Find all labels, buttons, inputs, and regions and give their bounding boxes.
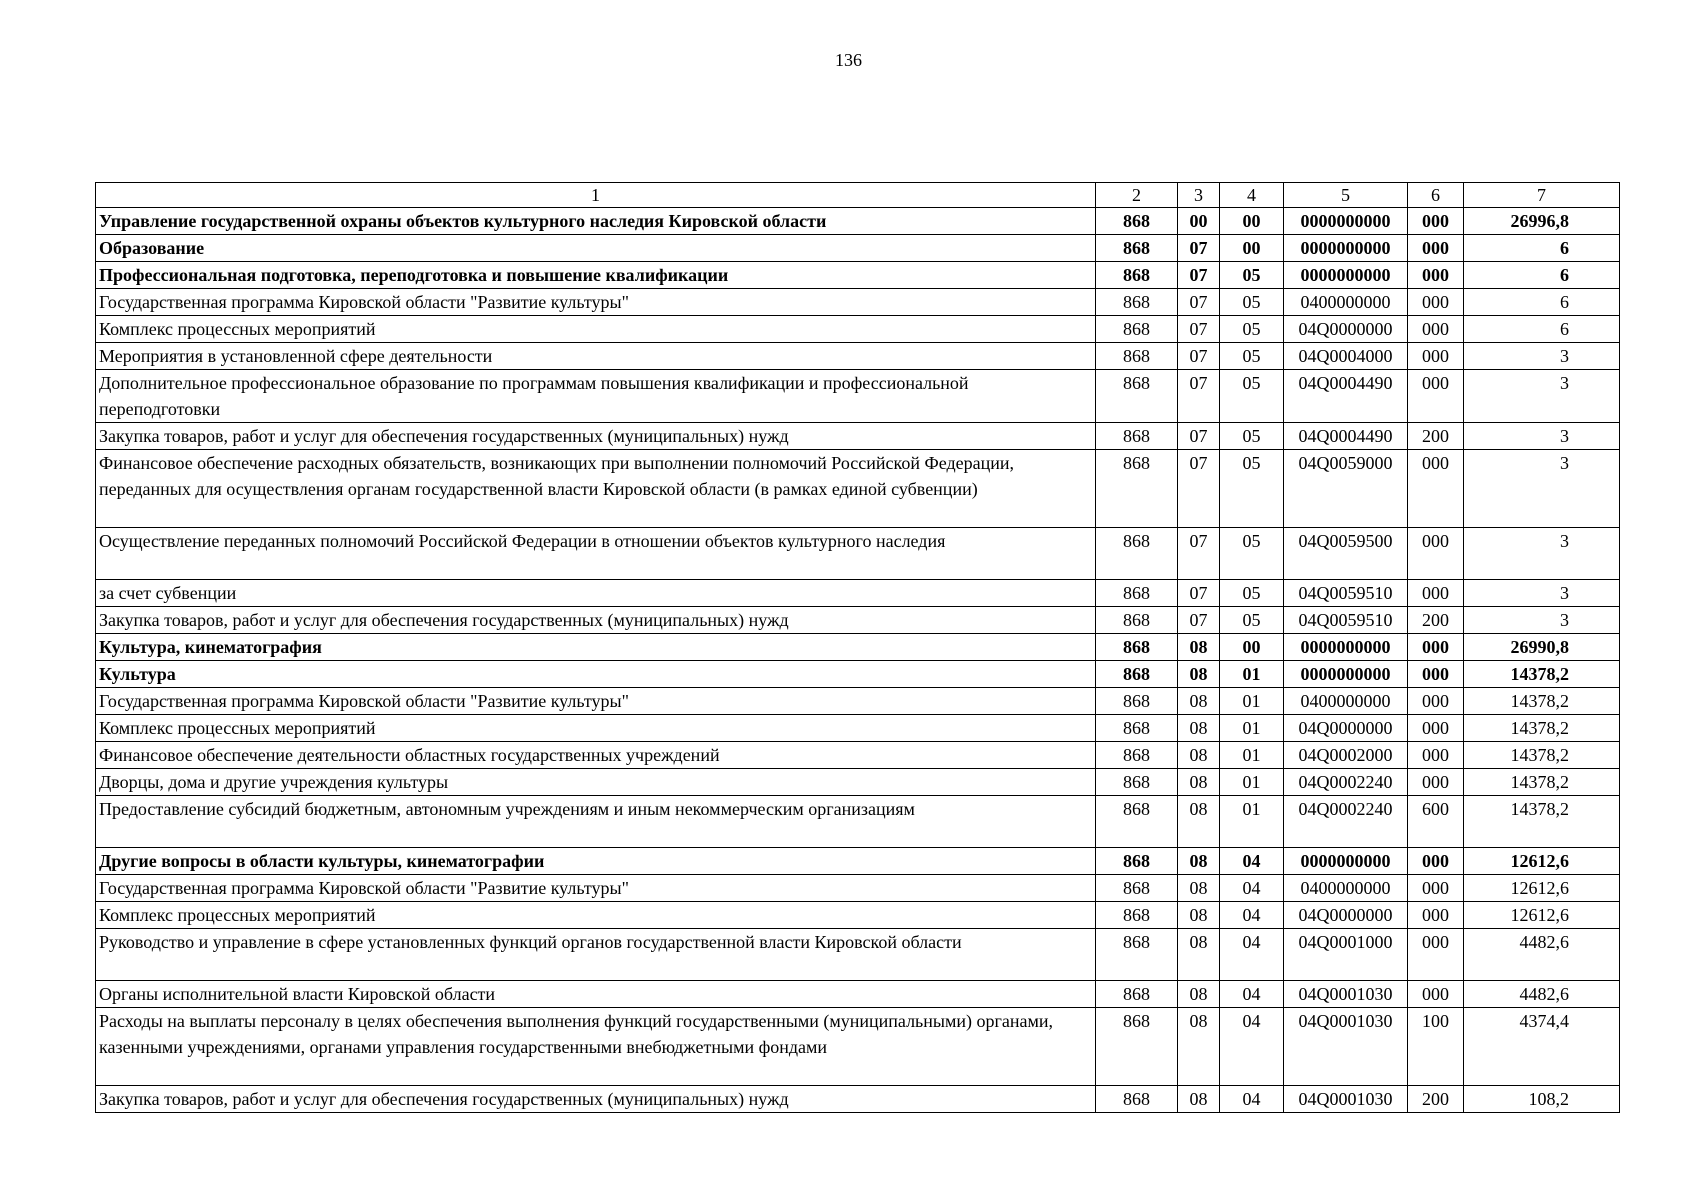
row-target-article-cell: 04Q0004490 <box>1284 370 1408 423</box>
row-section-cell: 08 <box>1178 875 1220 902</box>
row-expense-type-cell: 000 <box>1408 580 1464 607</box>
row-name-cell: Финансовое обеспечение расходных обязательств, возникающих при выполнении полномочий Российской Федерации, переданных для осуществления органам государственной власти Кировской области (в рамках единой субвенции) <box>96 450 1096 528</box>
table-row <box>96 528 1620 580</box>
table-row <box>96 796 1620 848</box>
row-name-cell: Культура, кинематография <box>96 634 1096 661</box>
row-expense-type-cell: 000 <box>1408 634 1464 661</box>
row-amount-cell: 3 <box>1464 343 1620 370</box>
row-target-article-cell: 0000000000 <box>1284 262 1408 289</box>
row-expense-type-cell: 000 <box>1408 316 1464 343</box>
row-name-cell: Осуществление переданных полномочий Российской Федерации в отношении объектов культурного наследия <box>96 528 1096 580</box>
row-section-cell: 08 <box>1178 1008 1220 1086</box>
row-name-cell: Дополнительное профессиональное образование по программам повышения квалификации и профессиональной переподготовки <box>96 370 1096 423</box>
row-target-article-cell: 04Q0002240 <box>1284 796 1408 848</box>
row-code-cell: 868 <box>1096 929 1178 981</box>
row-code-cell: 868 <box>1096 262 1178 289</box>
row-amount-cell: 14378,2 <box>1464 769 1620 796</box>
row-code-cell: 868 <box>1096 289 1178 316</box>
row-target-article-cell: 04Q0001000 <box>1284 929 1408 981</box>
row-amount-cell: 14378,2 <box>1464 796 1620 848</box>
row-code-cell: 868 <box>1096 661 1178 688</box>
row-subsection-cell: 05 <box>1220 316 1284 343</box>
row-expense-type-cell: 000 <box>1408 661 1464 688</box>
row-name-cell: Образование <box>96 235 1096 262</box>
column-header-4: 4 <box>1220 183 1284 208</box>
table-row <box>96 875 1620 902</box>
budget-table <box>95 182 1620 1113</box>
row-target-article-cell: 04Q0001030 <box>1284 1008 1408 1086</box>
row-expense-type-cell: 200 <box>1408 423 1464 450</box>
row-amount-cell: 12612,6 <box>1464 875 1620 902</box>
row-expense-type-cell: 000 <box>1408 450 1464 528</box>
row-target-article-cell: 04Q0001030 <box>1284 981 1408 1008</box>
row-name-cell: Закупка товаров, работ и услуг для обеспечения государственных (муниципальных) нужд <box>96 607 1096 634</box>
row-code-cell: 868 <box>1096 450 1178 528</box>
table-row <box>96 370 1620 423</box>
row-code-cell: 868 <box>1096 848 1178 875</box>
row-subsection-cell: 05 <box>1220 580 1284 607</box>
table-row <box>96 981 1620 1008</box>
row-code-cell: 868 <box>1096 607 1178 634</box>
table-row <box>96 607 1620 634</box>
column-header-7: 7 <box>1464 183 1620 208</box>
row-code-cell: 868 <box>1096 769 1178 796</box>
table-row <box>96 208 1620 235</box>
table-row <box>96 929 1620 981</box>
row-name-cell: Комплекс процессных мероприятий <box>96 316 1096 343</box>
row-amount-cell: 6 <box>1464 235 1620 262</box>
column-header-1: 1 <box>96 183 1096 208</box>
row-section-cell: 08 <box>1178 742 1220 769</box>
table-row <box>96 423 1620 450</box>
row-code-cell: 868 <box>1096 796 1178 848</box>
row-amount-cell: 3 <box>1464 607 1620 634</box>
row-name-cell: Государственная программа Кировской области "Развитие культуры" <box>96 289 1096 316</box>
row-subsection-cell: 04 <box>1220 1086 1284 1113</box>
row-expense-type-cell: 000 <box>1408 769 1464 796</box>
row-section-cell: 07 <box>1178 607 1220 634</box>
row-name-cell: Предоставление субсидий бюджетным, автономным учреждениям и иным некоммерческим организациям <box>96 796 1096 848</box>
table-row <box>96 289 1620 316</box>
row-subsection-cell: 04 <box>1220 848 1284 875</box>
row-target-article-cell: 0000000000 <box>1284 634 1408 661</box>
row-amount-cell: 3 <box>1464 370 1620 423</box>
row-subsection-cell: 05 <box>1220 289 1284 316</box>
row-expense-type-cell: 000 <box>1408 262 1464 289</box>
row-expense-type-cell: 000 <box>1408 981 1464 1008</box>
row-target-article-cell: 04Q0059000 <box>1284 450 1408 528</box>
row-subsection-cell: 01 <box>1220 769 1284 796</box>
row-section-cell: 07 <box>1178 580 1220 607</box>
row-section-cell: 08 <box>1178 981 1220 1008</box>
row-amount-cell: 3 <box>1464 450 1620 528</box>
row-subsection-cell: 05 <box>1220 370 1284 423</box>
table-row <box>96 742 1620 769</box>
row-section-cell: 07 <box>1178 450 1220 528</box>
row-amount-cell: 4482,6 <box>1464 981 1620 1008</box>
column-header-6: 6 <box>1408 183 1464 208</box>
row-amount-cell: 14378,2 <box>1464 742 1620 769</box>
row-expense-type-cell: 600 <box>1408 796 1464 848</box>
row-expense-type-cell: 000 <box>1408 688 1464 715</box>
row-section-cell: 07 <box>1178 370 1220 423</box>
row-target-article-cell: 0000000000 <box>1284 235 1408 262</box>
row-subsection-cell: 04 <box>1220 875 1284 902</box>
row-target-article-cell: 04Q0002000 <box>1284 742 1408 769</box>
row-amount-cell: 14378,2 <box>1464 715 1620 742</box>
row-name-cell: Мероприятия в установленной сфере деятельности <box>96 343 1096 370</box>
row-expense-type-cell: 200 <box>1408 1086 1464 1113</box>
row-target-article-cell: 04Q0004000 <box>1284 343 1408 370</box>
column-header-3: 3 <box>1178 183 1220 208</box>
row-target-article-cell: 04Q0000000 <box>1284 316 1408 343</box>
row-expense-type-cell: 000 <box>1408 235 1464 262</box>
table-body <box>96 208 1620 1113</box>
table-row <box>96 316 1620 343</box>
row-name-cell: Профессиональная подготовка, переподготовка и повышение квалификации <box>96 262 1096 289</box>
row-code-cell: 868 <box>1096 208 1178 235</box>
row-expense-type-cell: 000 <box>1408 929 1464 981</box>
row-code-cell: 868 <box>1096 902 1178 929</box>
table-row <box>96 1086 1620 1113</box>
row-code-cell: 868 <box>1096 235 1178 262</box>
row-subsection-cell: 04 <box>1220 902 1284 929</box>
row-amount-cell: 14378,2 <box>1464 688 1620 715</box>
row-subsection-cell: 04 <box>1220 929 1284 981</box>
row-target-article-cell: 04Q0000000 <box>1284 715 1408 742</box>
table-row <box>96 580 1620 607</box>
column-header-2: 2 <box>1096 183 1178 208</box>
row-section-cell: 07 <box>1178 262 1220 289</box>
row-section-cell: 08 <box>1178 769 1220 796</box>
row-expense-type-cell: 000 <box>1408 848 1464 875</box>
table-row <box>96 1008 1620 1086</box>
row-subsection-cell: 00 <box>1220 235 1284 262</box>
table-row <box>96 848 1620 875</box>
row-expense-type-cell: 000 <box>1408 289 1464 316</box>
row-subsection-cell: 05 <box>1220 528 1284 580</box>
row-amount-cell: 4482,6 <box>1464 929 1620 981</box>
row-name-cell: Дворцы, дома и другие учреждения культуры <box>96 769 1096 796</box>
row-target-article-cell: 04Q0059500 <box>1284 528 1408 580</box>
row-name-cell: Органы исполнительной власти Кировской области <box>96 981 1096 1008</box>
row-target-article-cell: 04Q0059510 <box>1284 607 1408 634</box>
row-code-cell: 868 <box>1096 742 1178 769</box>
table-header-row <box>96 183 1620 208</box>
row-section-cell: 07 <box>1178 316 1220 343</box>
row-target-article-cell: 04Q0000000 <box>1284 902 1408 929</box>
row-target-article-cell: 0400000000 <box>1284 688 1408 715</box>
row-expense-type-cell: 000 <box>1408 370 1464 423</box>
row-expense-type-cell: 000 <box>1408 875 1464 902</box>
table-row <box>96 343 1620 370</box>
table-row <box>96 715 1620 742</box>
row-name-cell: Культура <box>96 661 1096 688</box>
row-amount-cell: 6 <box>1464 262 1620 289</box>
row-target-article-cell: 0000000000 <box>1284 661 1408 688</box>
row-subsection-cell: 00 <box>1220 208 1284 235</box>
row-subsection-cell: 05 <box>1220 423 1284 450</box>
row-code-cell: 868 <box>1096 1086 1178 1113</box>
row-amount-cell: 6 <box>1464 316 1620 343</box>
row-code-cell: 868 <box>1096 370 1178 423</box>
row-name-cell: Государственная программа Кировской области "Развитие культуры" <box>96 688 1096 715</box>
row-expense-type-cell: 100 <box>1408 1008 1464 1086</box>
row-section-cell: 08 <box>1178 715 1220 742</box>
row-section-cell: 08 <box>1178 1086 1220 1113</box>
row-target-article-cell: 0000000000 <box>1284 848 1408 875</box>
row-name-cell: Руководство и управление в сфере установленных функций органов государственной власти Кировской области <box>96 929 1096 981</box>
row-amount-cell: 3 <box>1464 528 1620 580</box>
row-subsection-cell: 01 <box>1220 742 1284 769</box>
row-target-article-cell: 04Q0059510 <box>1284 580 1408 607</box>
row-target-article-cell: 04Q0002240 <box>1284 769 1408 796</box>
row-code-cell: 868 <box>1096 1008 1178 1086</box>
table-row <box>96 262 1620 289</box>
row-section-cell: 07 <box>1178 343 1220 370</box>
row-amount-cell: 26990,8 <box>1464 634 1620 661</box>
row-name-cell: за счет субвенции <box>96 580 1096 607</box>
row-target-article-cell: 0000000000 <box>1284 208 1408 235</box>
row-section-cell: 08 <box>1178 688 1220 715</box>
row-subsection-cell: 05 <box>1220 262 1284 289</box>
row-name-cell: Закупка товаров, работ и услуг для обеспечения государственных (муниципальных) нужд <box>96 423 1096 450</box>
row-code-cell: 868 <box>1096 528 1178 580</box>
row-code-cell: 868 <box>1096 580 1178 607</box>
table-row <box>96 769 1620 796</box>
row-target-article-cell: 0400000000 <box>1284 875 1408 902</box>
row-code-cell: 868 <box>1096 316 1178 343</box>
table-row <box>96 450 1620 528</box>
row-subsection-cell: 01 <box>1220 661 1284 688</box>
row-expense-type-cell: 000 <box>1408 208 1464 235</box>
row-code-cell: 868 <box>1096 343 1178 370</box>
row-expense-type-cell: 000 <box>1408 343 1464 370</box>
row-subsection-cell: 01 <box>1220 688 1284 715</box>
row-amount-cell: 14378,2 <box>1464 661 1620 688</box>
row-section-cell: 07 <box>1178 423 1220 450</box>
row-target-article-cell: 0400000000 <box>1284 289 1408 316</box>
row-amount-cell: 26996,8 <box>1464 208 1620 235</box>
row-name-cell: Закупка товаров, работ и услуг для обеспечения государственных (муниципальных) нужд <box>96 1086 1096 1113</box>
row-code-cell: 868 <box>1096 423 1178 450</box>
row-expense-type-cell: 000 <box>1408 528 1464 580</box>
row-subsection-cell: 04 <box>1220 1008 1284 1086</box>
row-expense-type-cell: 000 <box>1408 715 1464 742</box>
row-expense-type-cell: 000 <box>1408 902 1464 929</box>
row-section-cell: 07 <box>1178 289 1220 316</box>
row-section-cell: 08 <box>1178 929 1220 981</box>
row-name-cell: Финансовое обеспечение деятельности областных государственных учреждений <box>96 742 1096 769</box>
row-amount-cell: 6 <box>1464 289 1620 316</box>
row-amount-cell: 12612,6 <box>1464 848 1620 875</box>
row-subsection-cell: 04 <box>1220 981 1284 1008</box>
row-subsection-cell: 00 <box>1220 634 1284 661</box>
row-section-cell: 00 <box>1178 208 1220 235</box>
row-name-cell: Расходы на выплаты персоналу в целях обеспечения выполнения функций государственными (муниципальными) органами, казенными учреждениями, органами управления государственными внебюджетными фондами <box>96 1008 1096 1086</box>
row-name-cell: Другие вопросы в области культуры, кинематографии <box>96 848 1096 875</box>
page-number: 136 <box>835 50 862 70</box>
row-name-cell: Комплекс процессных мероприятий <box>96 902 1096 929</box>
row-target-article-cell: 04Q0001030 <box>1284 1086 1408 1113</box>
column-header-5: 5 <box>1284 183 1408 208</box>
row-code-cell: 868 <box>1096 715 1178 742</box>
row-code-cell: 868 <box>1096 981 1178 1008</box>
row-section-cell: 08 <box>1178 902 1220 929</box>
row-section-cell: 08 <box>1178 848 1220 875</box>
row-code-cell: 868 <box>1096 688 1178 715</box>
table-row <box>96 661 1620 688</box>
row-name-cell: Государственная программа Кировской области "Развитие культуры" <box>96 875 1096 902</box>
row-subsection-cell: 05 <box>1220 450 1284 528</box>
row-name-cell: Управление государственной охраны объектов культурного наследия Кировской области <box>96 208 1096 235</box>
row-expense-type-cell: 200 <box>1408 607 1464 634</box>
row-section-cell: 08 <box>1178 796 1220 848</box>
row-section-cell: 08 <box>1178 634 1220 661</box>
row-name-cell: Комплекс процессных мероприятий <box>96 715 1096 742</box>
table-row <box>96 688 1620 715</box>
row-section-cell: 07 <box>1178 528 1220 580</box>
row-code-cell: 868 <box>1096 634 1178 661</box>
row-section-cell: 08 <box>1178 661 1220 688</box>
row-subsection-cell: 05 <box>1220 343 1284 370</box>
table-row <box>96 634 1620 661</box>
row-subsection-cell: 05 <box>1220 607 1284 634</box>
row-amount-cell: 12612,6 <box>1464 902 1620 929</box>
row-subsection-cell: 01 <box>1220 796 1284 848</box>
row-code-cell: 868 <box>1096 875 1178 902</box>
row-amount-cell: 3 <box>1464 580 1620 607</box>
row-target-article-cell: 04Q0004490 <box>1284 423 1408 450</box>
row-subsection-cell: 01 <box>1220 715 1284 742</box>
row-amount-cell: 3 <box>1464 423 1620 450</box>
table-row <box>96 902 1620 929</box>
row-expense-type-cell: 000 <box>1408 742 1464 769</box>
row-section-cell: 07 <box>1178 235 1220 262</box>
table-row <box>96 235 1620 262</box>
row-amount-cell: 108,2 <box>1464 1086 1620 1113</box>
row-amount-cell: 4374,4 <box>1464 1008 1620 1086</box>
